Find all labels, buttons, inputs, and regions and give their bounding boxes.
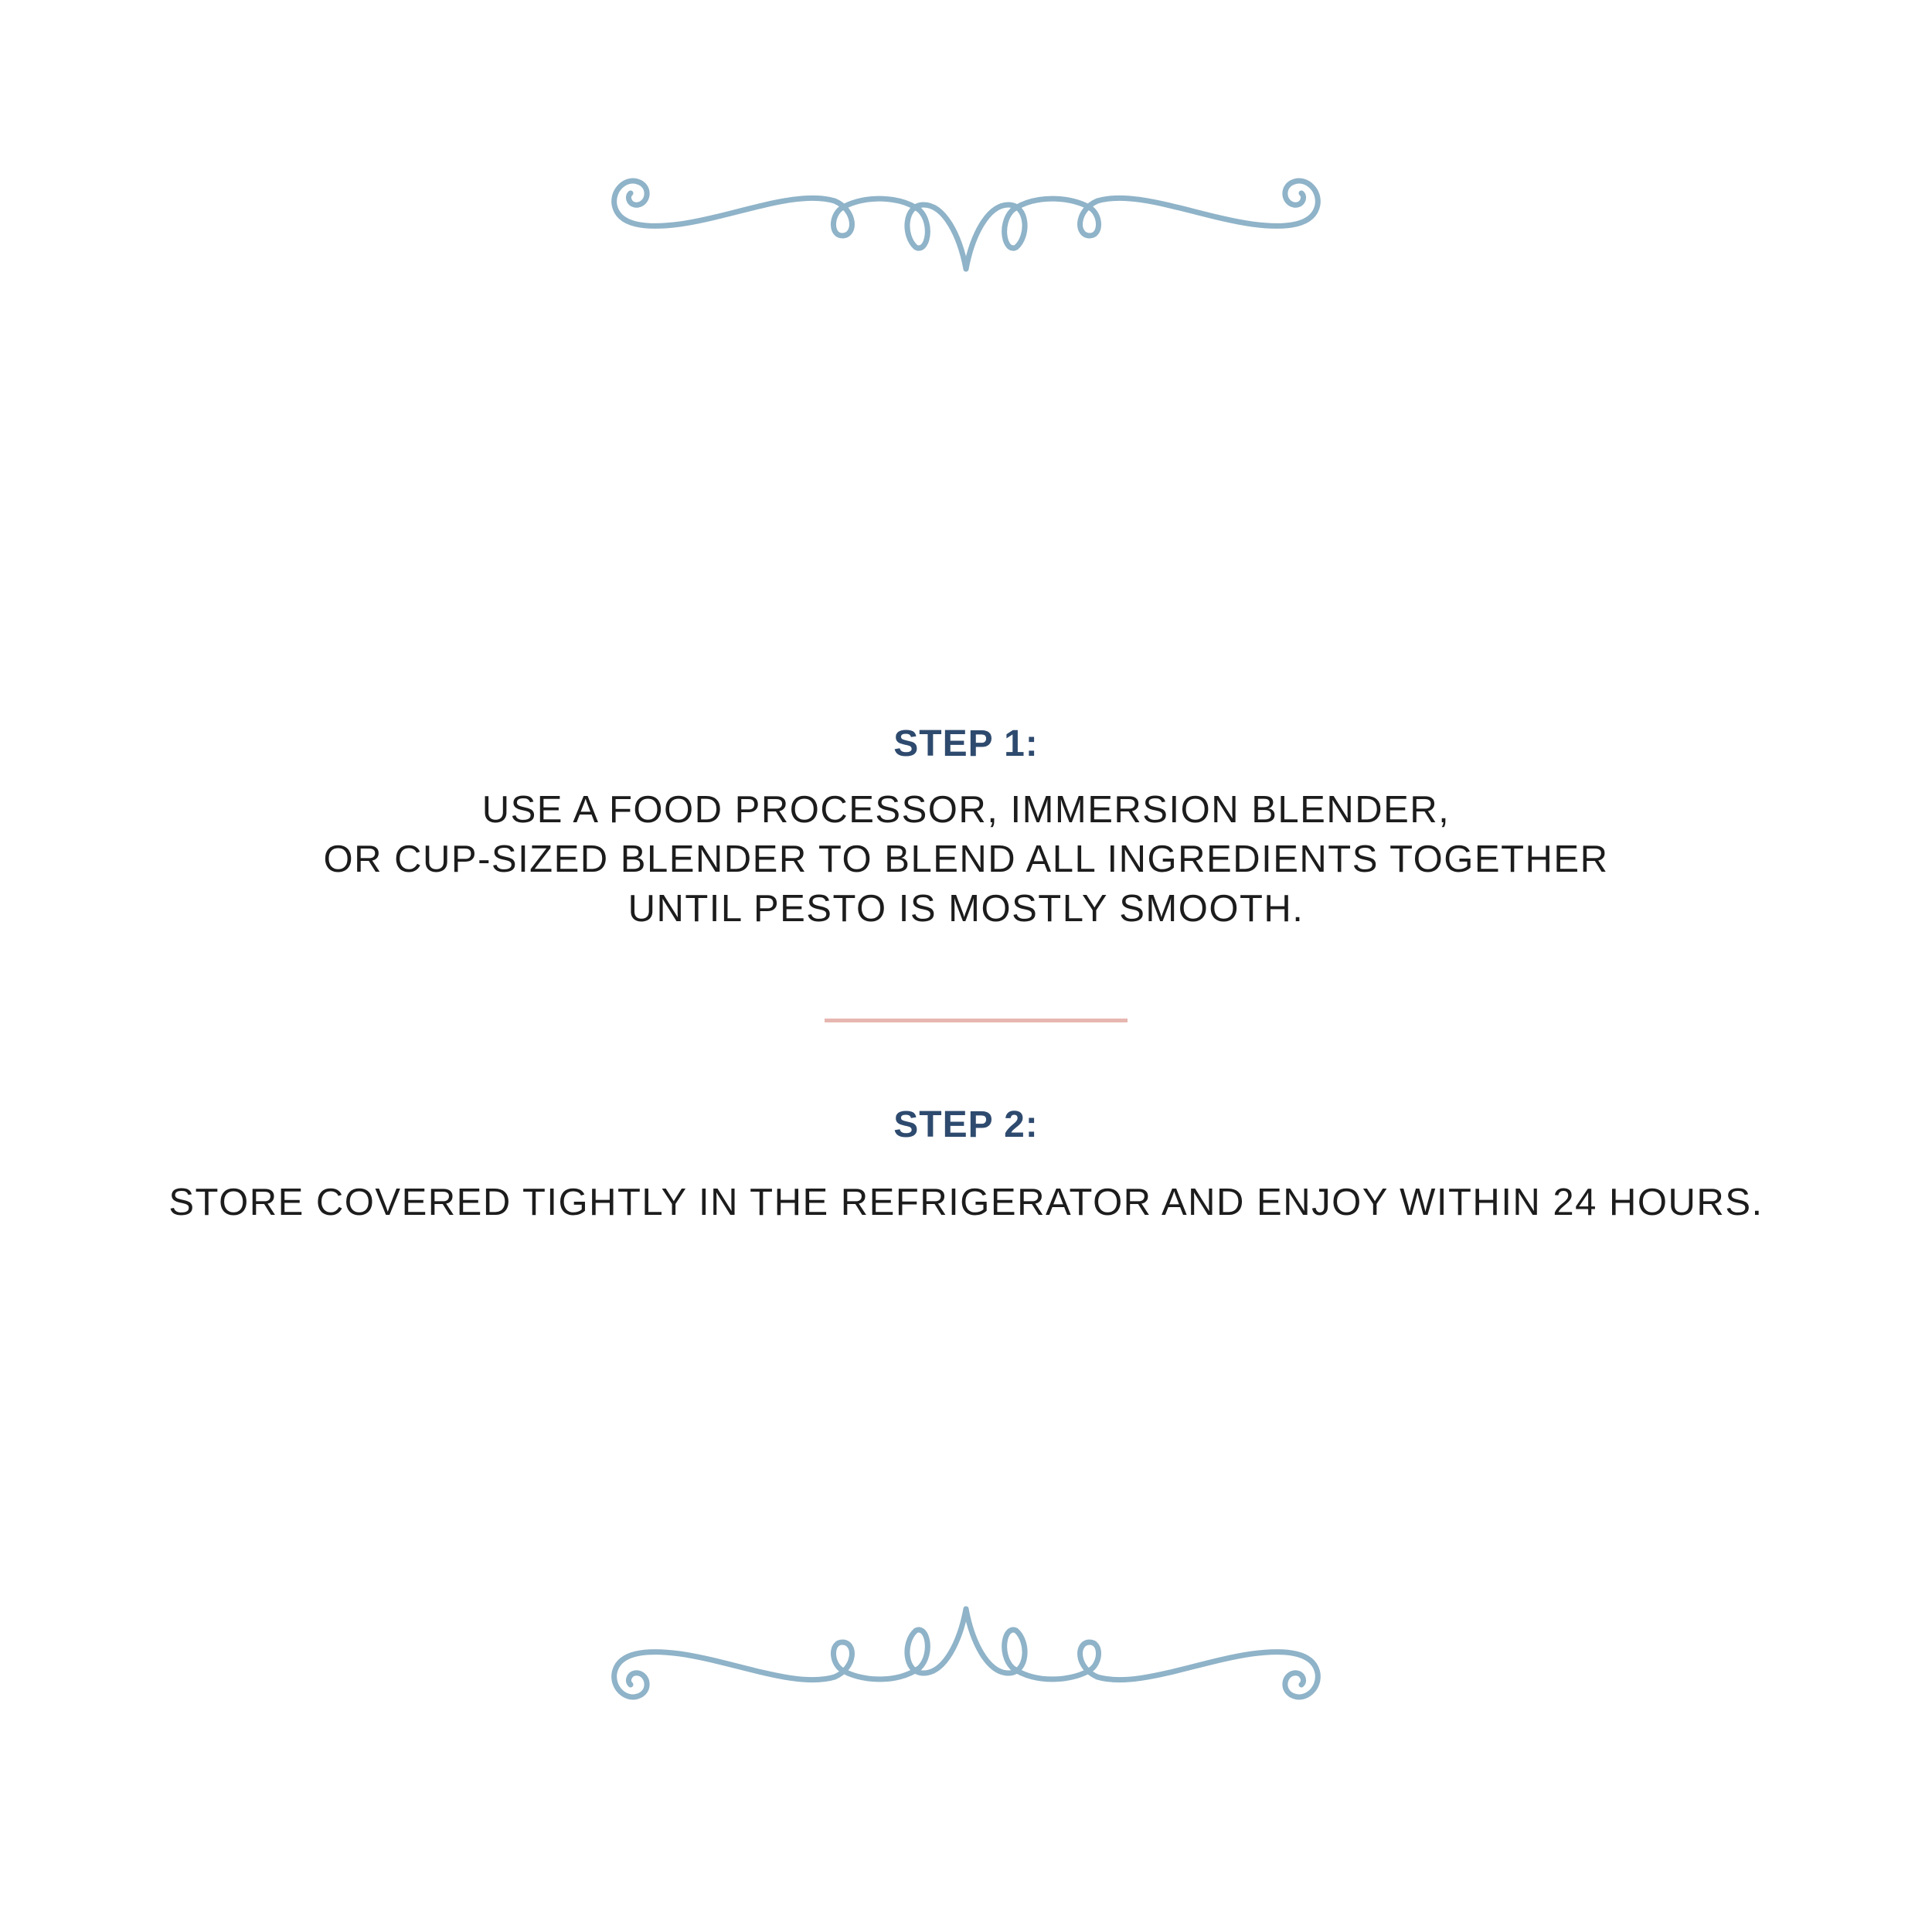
step-1-line-2: OR CUP-SIZED BLENDER TO BLEND ALL INGREDIENTS TOGETHER xyxy=(323,838,1609,880)
step-1-heading: STEP 1: xyxy=(893,723,1039,764)
step-1-line-3: UNTIL PESTO IS MOSTLY SMOOTH. xyxy=(628,888,1304,930)
step-1-line-1: USE A FOOD PROCESSOR, IMMERSION BLENDER, xyxy=(481,789,1451,831)
step-2-heading: STEP 2: xyxy=(893,1104,1039,1145)
bottom-flourish-icon xyxy=(611,1592,1321,1716)
step-2-instructions xyxy=(0,1178,1932,1227)
top-flourish-icon xyxy=(611,162,1321,286)
divider-line xyxy=(825,1019,1128,1022)
step-2-line-1: STORE COVERED TIGHTLY IN THE REFRIGERATOR AND ENJOY WITHIN 24 HOURS. xyxy=(168,1182,1764,1223)
step-1-instructions xyxy=(0,785,1932,934)
